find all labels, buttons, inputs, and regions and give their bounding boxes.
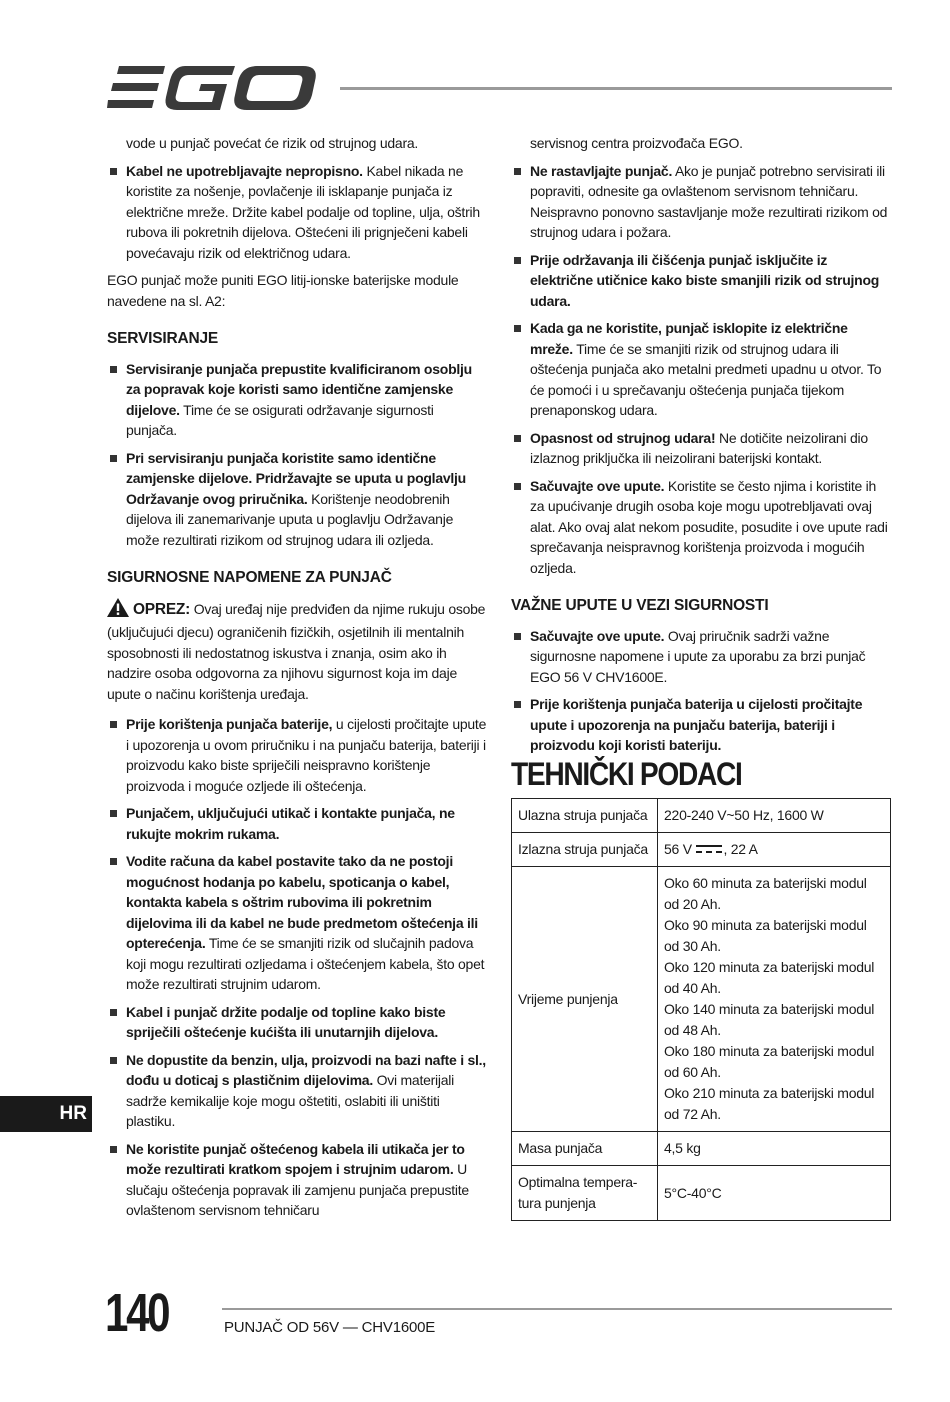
section-heading-important: VAŽNE UPUTE U VEZI SIGURNOSTI [511,597,769,614]
caution-paragraph: OPREZ: Ovaj uređaj nije predviđen da njime rukuju osobe (uključujući djecu) ograničenih fizičkih, osjetilnih ili mentalnih sposobnosti ili nedostatnog iskustva i znanja, osim ako ih nadzire osoba odgovorna za njihovu sigurnost koja im daje upute o načinu korištenja uređaja. [107,598,487,705]
list-item: Prije održavanja ili čišćenja punjač isključite iz električne utičnice kako biste smanjili rizik od strujnog udara. [511,250,893,312]
page-number: 140 [105,1283,169,1343]
footer-rule [222,1308,892,1310]
section-heading-technical: TEHNIČKI PODACI [511,755,742,792]
spec-label: Izlazna struja punjača [512,833,658,867]
table-row [512,833,891,867]
continued-text: servisnog centra proizvođača EGO. [530,135,743,151]
spec-value [658,867,891,1132]
table-row [512,867,891,1132]
list-item: Ne koristite punjač oštećenog kabela ili utikača jer to može rezultirati kratkom spojem i strujnim udarom. U slučaju oštećenja popravak ili zamjenu punjača prepustite ovlaštenom servisnom tehničaru [107,1139,487,1221]
list-item: Ne rastavljajte punjač. Ako je punjač potrebno servisirati ili popraviti, odnesite ga ovlaštenom servisnom tehničaru. Neispravno ponovno sastavljanje može rezultirati rizikom od strujnog udara i požara. [511,161,893,243]
list-item: Kabel i punjač držite podalje od topline kako biste spriječili oštećenje kućišta ili unutarnjih dijelova. [107,1002,487,1043]
charge-time-line: Oko 210 minuta za baterijski modul od 72 Ah. [664,1085,875,1122]
spec-label: Ulazna struja punjača [512,799,658,833]
spec-label: Masa punjača [512,1132,658,1166]
list-item: Sačuvajte ove upute. Koristite se često njima i koristite ih za upućivanje drugih osoba koje mogu upotrebljavati ovaj alat. Ako ovaj alat nekom posudite, posudite i ove upute radi sprečavanja neispravnog korištenja proizvoda i mogućih ozljeda. [511,476,893,579]
list-item: Sačuvajte ove upute. Ovaj priručnik sadrži važne sigurnosne napomene i upute za uporabu za brzi punjač EGO 56 V CHV1600E. [511,626,893,688]
spec-label: Optimalna tempera-tura punjenja [512,1166,658,1221]
section-heading-servicing: SERVISIRANJE [107,330,219,347]
list-item: Punjačem, uključujući utikač i kontakte punjača, ne rukujte mokrim rukama. [107,803,487,844]
table-row [512,1132,891,1166]
list-item: Ne dopustite da benzin, ulja, proizvodi na bazi nafte i sl., dođu u doticaj s plastičnim dijelovima. Ovi materijali sadrže kemikalije koje mogu oštetiti, oslabiti ili uništiti plastiku. [107,1050,487,1132]
dc-symbol-icon [696,839,722,848]
spec-value: 5°C-40°C [658,1166,891,1221]
list-item: Prije korištenja punjača baterija u cijelosti pročitajte upute i upozorenja na punjaču baterija, bateriji i proizvodu koji koristi bateriju. [511,694,893,756]
list-item: Vodite računa da kabel postavite tako da ne postoji mogućnost hodanja po kabelu, spoticanja o kabel, kontakta kabela s oštrim rubovima ili pokretnim dijelovima ili da kabel ne bude predmetom oštećenja ili opterećenja. Time će se smanjiti rizik od slučajnih padova koji mogu rezultirati ozljedama i oštećenjem kabela, što opet može rezultirati strujnim udarom. [107,851,487,995]
spec-table [511,798,891,1221]
list-item: Prije korištenja punjača baterije, u cijelosti pročitajte upute i upozorenja u ovom priručniku i na punjaču baterija, bateriji i proizvodu kako biste spriječili neispravno korištenje proizvoda i moguće ozljede ili oštećenja. [107,714,487,796]
warning-triangle-icon [107,598,129,623]
ego-logo [107,64,319,112]
charge-time-line: Oko 90 minuta za baterijski modul od 30 Ah. [664,917,867,954]
list-item: Opasnost od strujnog udara! Ne dotičite neizolirani dio izlaznog priključka ili neizolirani baterijski kontakt. [511,428,893,469]
charge-time-line: Oko 180 minuta za baterijski modul od 60 Ah. [664,1043,875,1080]
spec-value: 220-240 V~50 Hz, 1600 W [658,799,891,833]
charge-time-line: Oko 60 minuta za baterijski modul od 20 Ah. [664,875,867,912]
spec-value: 56 V , 22 A [658,833,891,867]
right-column [511,133,893,1221]
list-item: Kada ga ne koristite, punjač isklopite iz električne mreže. Time će se smanjiti rizik od strujnog udara ili oštećenja punjača ako metalni predmeti upadnu u otvor. To će pomoći i u sprečavanju oštećenja punjača tijekom prenaponskog udara. [511,318,893,421]
table-row [512,1166,891,1221]
charger-note: EGO punjač može puniti EGO litij-ionske baterijske module navedene na sl. A2: [107,272,459,309]
continued-text: vode u punjač povećat će rizik od strujnog udara. [126,135,419,151]
language-tab: HR [0,1096,92,1132]
header-rule [340,87,892,90]
list-item: Pri servisiranju punjača koristite samo identične zamjenske dijelove. Pridržavajte se uputa u poglavlju Održavanje ovog priručnika. Korištenje neodobrenih dijelova ili zanemarivanje uputa u poglavlju Održavanje može rezultirati rizikom od strujnog udara ili ozljeda. [107,448,487,551]
charge-time-line: Oko 140 minuta za baterijski modul od 48 Ah. [664,1001,875,1038]
left-column [107,133,487,1228]
list-item: Kabel ne upotrebljavajte nepropisno. Kabel nikada ne koristite za nošenje, povlačenje ili isklapanje punjača iz električne mreže. Držite kabel podalje od topline, ulja, oštrih rubova ili pokretnih dijelova. Oštećeni ili prignječeni kabeli povećavaju rizik od električnog udara. [107,161,487,264]
list-item: Servisiranje punjača prepustite kvalificiranom osoblju za popravak koje koristi samo identične zamjenske dijelove. Time će se osigurati održavanje sigurnosti punjača. [107,359,487,441]
spec-label: Vrijeme punjenja [512,867,658,1132]
spec-value: 4,5 kg [658,1132,891,1166]
charge-time-line: Oko 120 minuta za baterijski modul od 40 Ah. [664,959,875,996]
footer-title: PUNJAČ OD 56V — CHV1600E [224,1319,436,1336]
section-heading-safety: SIGURNOSNE NAPOMENE ZA PUNJAČ [107,569,392,586]
table-row [512,799,891,833]
